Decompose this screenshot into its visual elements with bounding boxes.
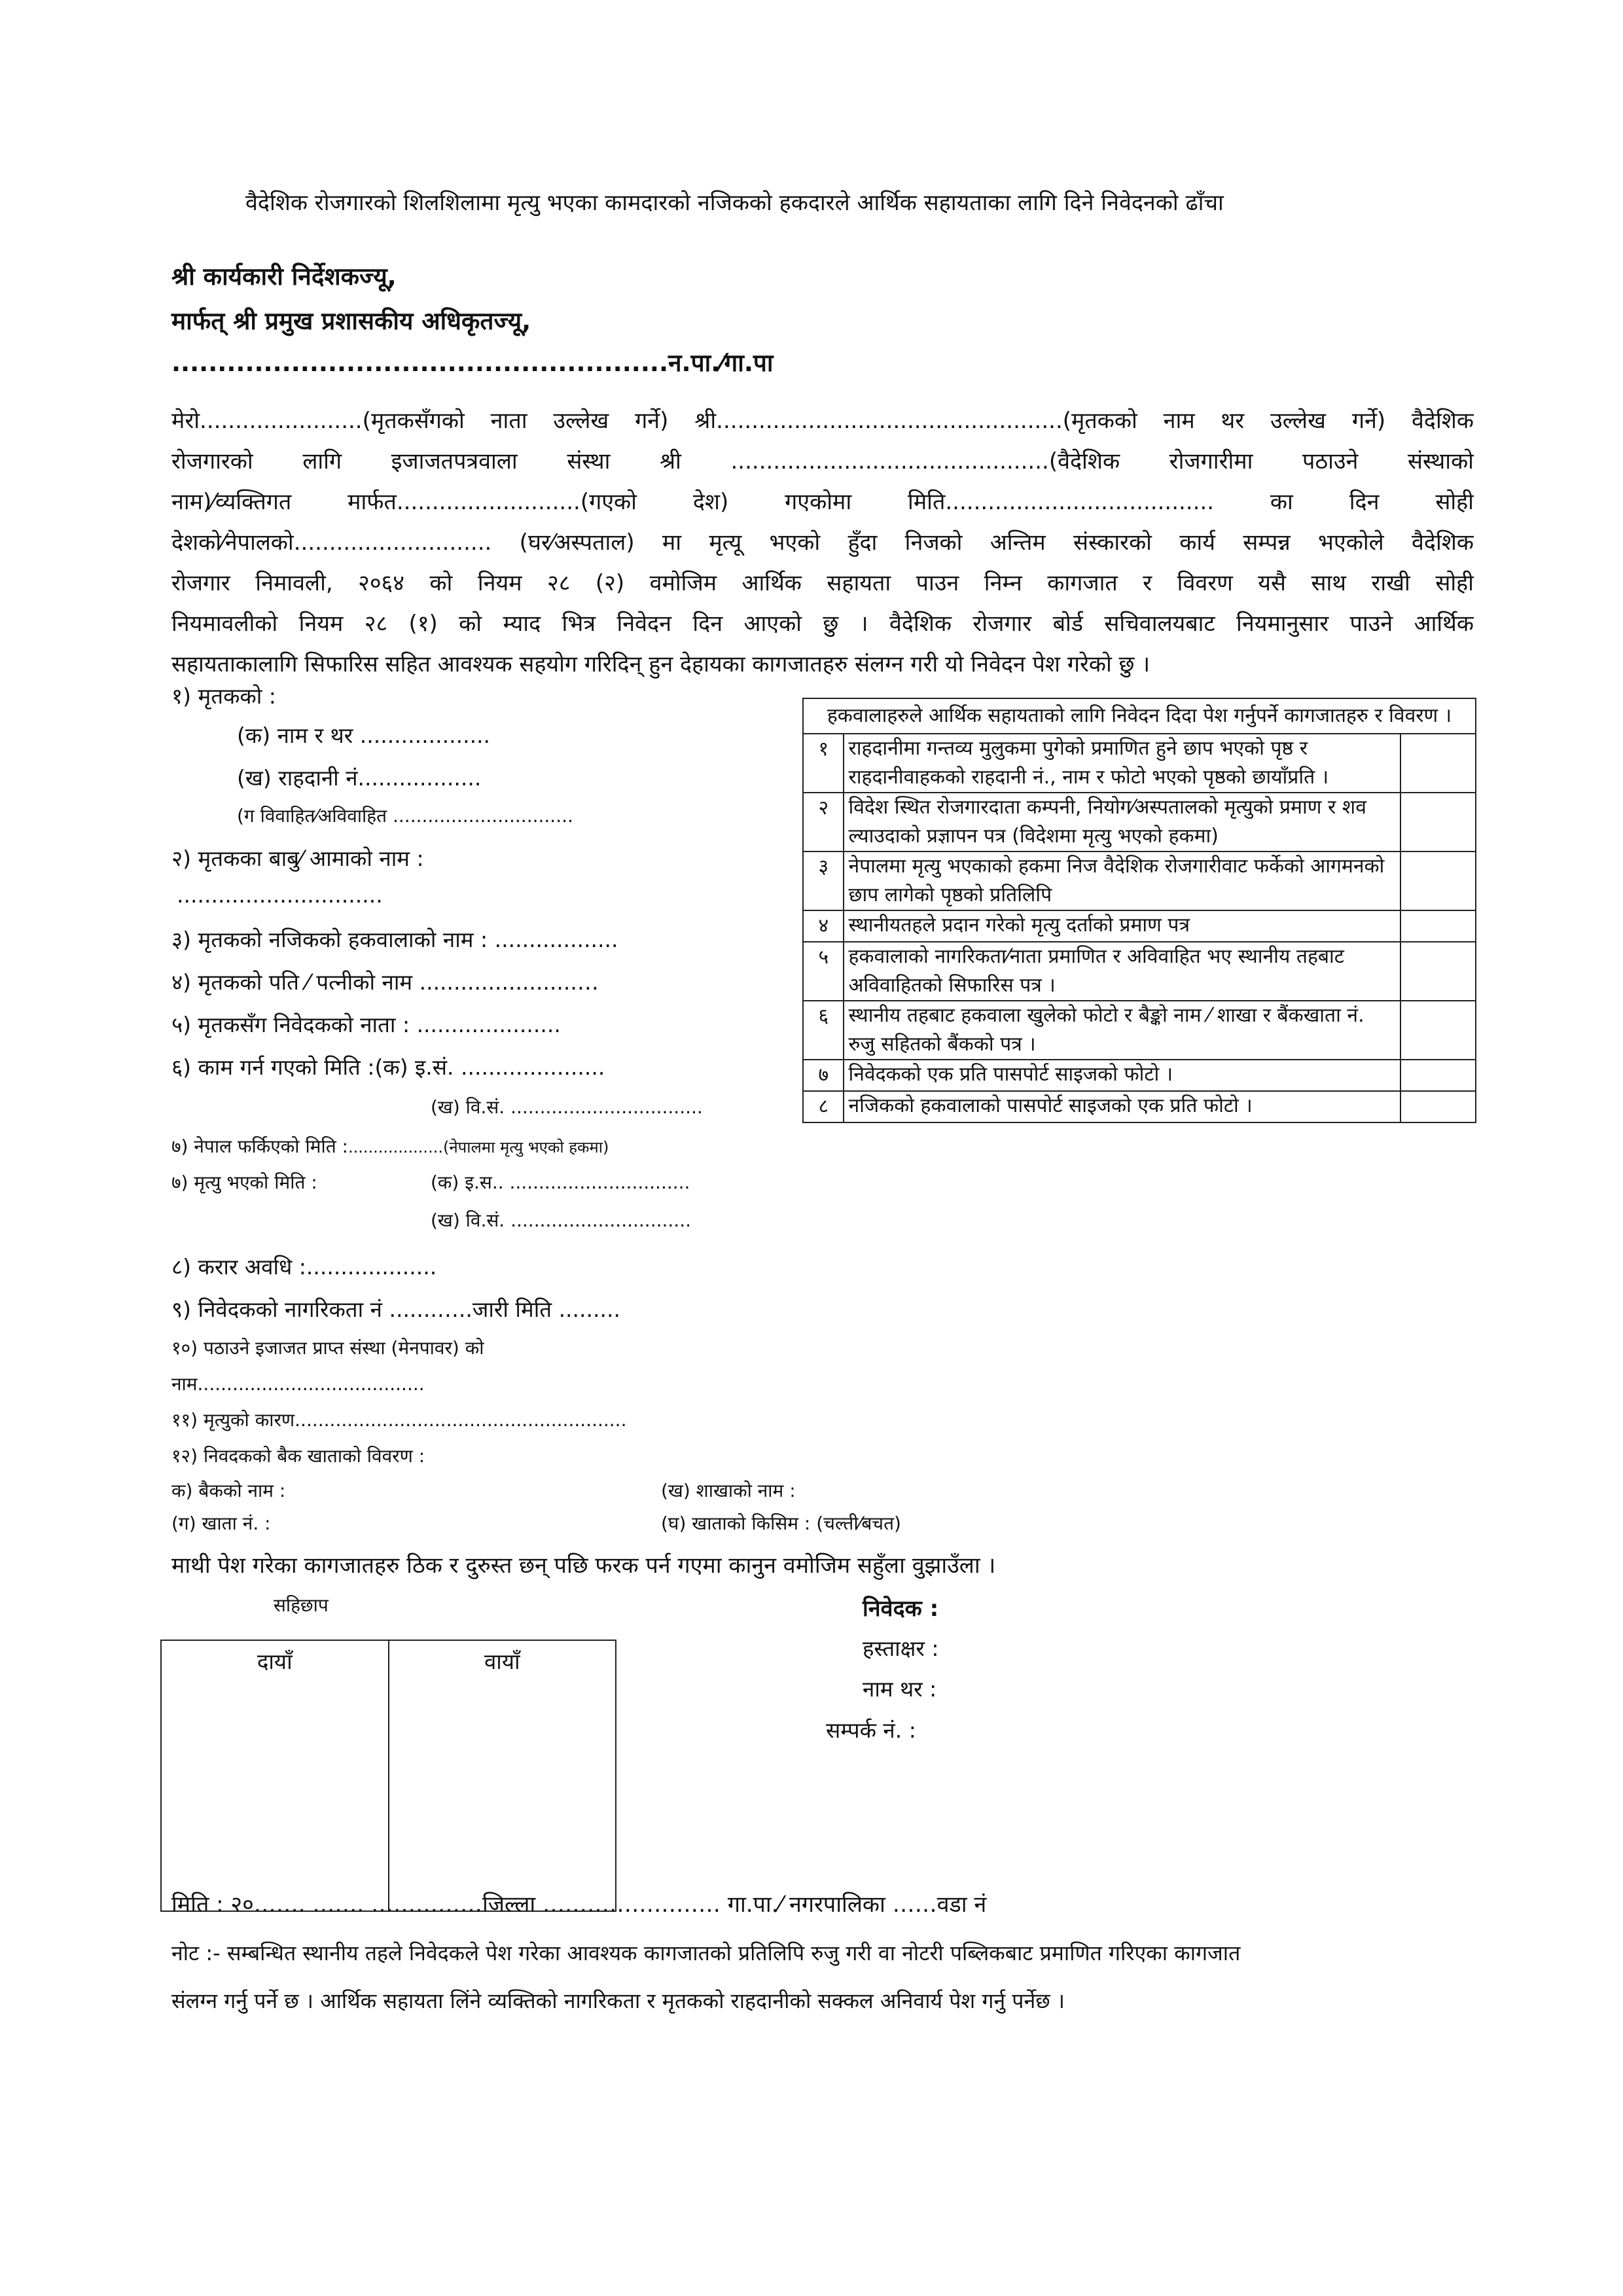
row-number: २ bbox=[803, 793, 844, 852]
thumbprint-box bbox=[160, 1640, 616, 1912]
table-row bbox=[803, 910, 1476, 942]
row-check-cell bbox=[1400, 942, 1476, 1001]
row-check-cell bbox=[1400, 852, 1476, 910]
row-text: राहदानीमा गन्तव्य मुलुकमा पुगेको प्रमाणित हुने छाप भएको पृष्ठ र राहदानीवाहकको राहदानी नं., नाम र फोटो भएको पृष्ठको छायाँप्रति । bbox=[844, 734, 1400, 793]
row-check-cell bbox=[1400, 1060, 1476, 1091]
field-cause-of-death: ११) मृत्युको कारण......................................................... bbox=[171, 1409, 627, 1431]
table-row bbox=[803, 1091, 1476, 1122]
row-text: हकवालाको नागरिकता⁄नाता प्रमाणित र अविवाहित भए स्थानीय तहबाट अविवाहितको सिफारिस पत्र । bbox=[844, 942, 1400, 1001]
applicant-contact: सम्पर्क नं. : bbox=[826, 1717, 916, 1743]
row-number: ७ bbox=[803, 1060, 844, 1091]
field-bank-details: १२) निवदकको बैक खाताको विवरण : bbox=[171, 1445, 425, 1467]
field-return-date bbox=[171, 1134, 609, 1158]
field-account-no: (ग) खाता नं. : bbox=[171, 1513, 271, 1534]
required-documents-table bbox=[802, 698, 1476, 1123]
row-number: ४ bbox=[803, 910, 844, 942]
field-death-date-bs: (ख) वि.सं. ............................... bbox=[431, 1210, 692, 1231]
note-line-1: नोट :- सम्बन्धित स्थानीय तहले निवेदकले पेश गरेका आवश्यक कागजातको प्रतिलिपि रुजु गरी वा नोटरी पब्लिकबाट प्रमाणित गरिएका कागजात bbox=[171, 1941, 1241, 1965]
field-parents-name: २) मृतकका बाबु⁄ आमाको नाम : bbox=[171, 846, 424, 871]
row-text: स्थानीयतहले प्रदान गरेको मृत्यु दर्ताको प्रमाण पत्र bbox=[844, 910, 1400, 942]
field-return-date-note: (नेपालमा मृत्यु भएको हकमा) bbox=[442, 1138, 609, 1157]
table-row bbox=[803, 1001, 1476, 1060]
paragraph-line: सहायताकालागि सिफारिस सहित आवश्यक सहयोग गरिदिन् हुन देहायका कागजातहरु संलग्न गरी यो निवेदन पेश गरेको छु । bbox=[171, 651, 1150, 677]
field-passport-no: (ख) राहदानी नं.................. bbox=[237, 765, 482, 791]
row-number: ८ bbox=[803, 1091, 844, 1122]
applicant-title: निवेदक : bbox=[863, 1596, 939, 1622]
field-branch-name: (ख) शाखाको नाम : bbox=[661, 1480, 796, 1501]
row-text: निवेदकको एक प्रति पासपोर्ट साइजको फोटो । bbox=[844, 1060, 1400, 1091]
field-death-date: ७) मृत्यु भएको मिति : bbox=[171, 1172, 317, 1193]
field-bank-name: क) बैकको नाम : bbox=[171, 1480, 286, 1501]
paragraph-line: रोजगार निमावली, २०६४ को नियम २८ (२) वमोजिम आर्थिक सहायता पाउन निम्न कागजात र विवरण यसै साथ राखी सोही bbox=[171, 570, 1474, 596]
field-citizenship-no: ९) निवेदकको नागरिकता नं .......…..जारी मिति ......... bbox=[171, 1297, 620, 1322]
field-departure-date: ६) काम गर्न गएको मिति :(क) इ.सं. ..................... bbox=[171, 1054, 605, 1080]
thumbprint-label: सहिछाप bbox=[274, 1594, 329, 1616]
row-number: ६ bbox=[803, 1001, 844, 1060]
field-account-type: (घ) खाताको किसिम : (चल्ती⁄बचत) bbox=[661, 1513, 901, 1534]
table-row bbox=[803, 1060, 1476, 1091]
row-check-cell bbox=[1400, 1091, 1476, 1122]
addressee-line-3: ......................................................न.पा.⁄गा.पा bbox=[171, 349, 774, 377]
paragraph-line: मेरो.......................(मृतकसँगको नाता उल्लेख गर्ने) श्री.................................................(मृतकको नाम थर उल्लेख गर्ने) वैदेशिक bbox=[171, 408, 1474, 434]
paragraph-line: देशको⁄नेपालको............................ (घर⁄अस्पताल) मा मृत्यू भएको हुँदा निजको अन्तिम संस्कारको कार्य सम्पन्न भएकोले वैदेशिक bbox=[171, 529, 1474, 556]
field-parents-name-blank: .............................. bbox=[177, 882, 383, 908]
field-return-date-label: ७) नेपाल फर्किएको मिति : bbox=[171, 1136, 348, 1157]
date-location-line: मिति : २०……. ……. ……………जिल्ला …………………… गा.पा.⁄ नगरपालिका ……वडा नं bbox=[171, 1892, 987, 1918]
field-spouse-name: ४) मृतकको पति ⁄ पत्नीको नाम .......................… bbox=[171, 969, 599, 995]
field-death-date-ad: (क) इ.स.. ............................... bbox=[431, 1172, 690, 1193]
addressee-line-1: श्री कार्यकारी निर्देशकज्यू, bbox=[171, 262, 397, 291]
row-number: ३ bbox=[803, 852, 844, 910]
row-text: नेपालमा मृत्यु भएकाको हकमा निज वैदेशिक रोजगारीवाट फर्केको आगमनको छाप लागेको पृष्ठको प्रतिलिपि bbox=[844, 852, 1400, 910]
applicant-signature: हस्ताक्षर : bbox=[863, 1636, 939, 1661]
table-row bbox=[803, 793, 1476, 852]
row-text: विदेश स्थित रोजगारदाता कम्पनी, नियोग⁄अस्पतालको मृत्युको प्रमाण र शव ल्याउदाको प्रज्ञापन पत्र (विदेशमा मृत्यु भएको हकमा) bbox=[844, 793, 1400, 852]
row-number: ५ bbox=[803, 942, 844, 1001]
right-thumb-label: दायाँ bbox=[257, 1649, 293, 1674]
field-manpower-agency: १०) पठाउने इजाजत प्राप्त संस्था (मेनपावर) को bbox=[171, 1337, 484, 1359]
paragraph-line: रोजगारको लागि इजाजतपत्रवाला संस्था श्री .............................................(वैदेशिक रोजगारीमा पठाउने संस्थाको bbox=[171, 448, 1474, 475]
application-paragraph bbox=[171, 401, 1474, 685]
field-deceased: १) मृतकको : bbox=[171, 683, 276, 709]
row-text: नजिकको हकवालाको पासपोर्ट साइजको एक प्रति फोटो । bbox=[844, 1091, 1400, 1122]
field-return-date-blank: ................... bbox=[348, 1138, 443, 1157]
note-line-2: संलग्न गर्नु पर्ने छ । आर्थिक सहायता लिंने व्यक्तिको नागरिकता र मृतकको राहदानीको सक्कल अनिवार्य पेश गर्नु पर्नेछ । bbox=[171, 1988, 1065, 2013]
right-thumb-cell bbox=[162, 1641, 388, 1910]
left-thumb-label: वायाँ bbox=[484, 1649, 520, 1674]
applicant-name: नाम थर : bbox=[863, 1676, 937, 1702]
field-relation: ५) मृतकसँग निवेदकको नाता : ..................... bbox=[171, 1012, 561, 1037]
row-text: स्थानीय तहबाट हकवाला खुलेको फोटो र बैङ्को नाम ⁄ शाखा र बैंकखाता नं. रुजु सहितको बैंकको पत्र । bbox=[844, 1001, 1400, 1060]
row-check-cell bbox=[1400, 1001, 1476, 1060]
table-header: हकवालाहरुले आर्थिक सहायताको लागि निवेदन दिदा पेश गर्नुपर्ने कागजातहरु र विवरण । bbox=[803, 698, 1476, 734]
field-deceased-name: (क) नाम र थर ................... bbox=[237, 723, 491, 748]
field-marital-status: (ग विवाहित⁄अविवाहित ............................... bbox=[237, 805, 573, 827]
row-check-cell bbox=[1400, 910, 1476, 942]
row-check-cell bbox=[1400, 793, 1476, 852]
document-title: वैदेशिक रोजगारको शिलशिलामा मृत्यु भएका कामदारको नजिकको हकदारले आर्थिक सहायताका लागि दिने निवेदनको ढाँचा bbox=[245, 190, 1224, 216]
table-row bbox=[803, 942, 1476, 1001]
row-number: १ bbox=[803, 734, 844, 793]
declaration-text: माथी पेश गरेका कागजातहरु ठिक र दुरुस्त छन् पछि फरक पर्न गएमा कानुन वमोजिम सहुँला वुझाउँला । bbox=[171, 1552, 996, 1579]
field-manpower-agency-name: नाम....................................... bbox=[171, 1373, 425, 1395]
field-nearest-heir: ३) मृतकको नजिकको हकवालाको नाम : .................. bbox=[171, 927, 618, 952]
row-check-cell bbox=[1400, 734, 1476, 793]
field-departure-date-bs: (ख) वि.सं. ................................. bbox=[431, 1096, 703, 1118]
addressee-line-2: मार्फत् श्री प्रमुख प्रशासकीय अधिकृतज्यू, bbox=[171, 307, 531, 335]
table-row bbox=[803, 852, 1476, 910]
field-contract-period: ८) करार अवधि :................... bbox=[171, 1254, 437, 1280]
paragraph-line: नियमावलीको नियम २८ (१) को म्याद भित्र निवेदन दिन आएको छु । वैदेशिक रोजगार बोर्ड सचिवालयबाट नियमानुसार पाउने आर्थिक bbox=[171, 611, 1474, 637]
table-row bbox=[803, 734, 1476, 793]
paragraph-line: नाम)⁄व्यक्तिगत मार्फत..........................(गएको देश) गएकोमा मिति...................................... का दिन सोही bbox=[171, 489, 1474, 515]
left-thumb-cell bbox=[388, 1641, 616, 1910]
